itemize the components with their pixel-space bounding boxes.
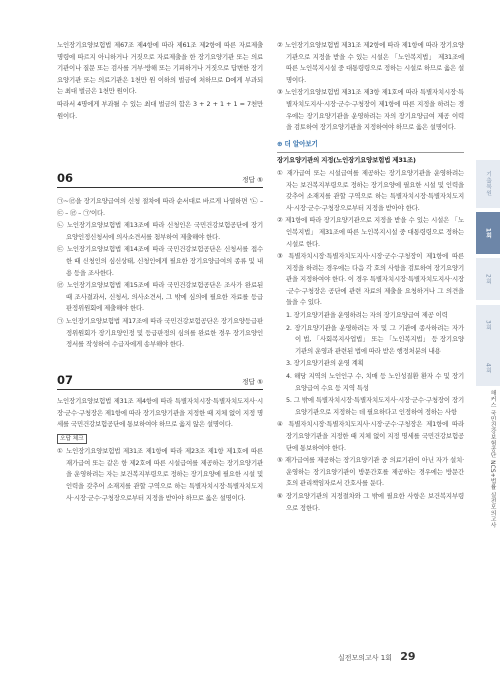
- more-info-subitem: 4. 해당 지역의 노인인구 수, 치매 등 노인성질환 환자 수 및 장기요양급여 수요 등 지역 특성: [286, 372, 464, 392]
- q05-conclusion: 따라서 4명에게 부과될 수 있는 최대 벌금의 합은 3 + 2 + 1 + 1 = 7천만 원이다.: [57, 99, 263, 120]
- q07-option: ② 노인장기요양보험법 제31조 제2항에 따라 제1항에 따라 장기요양기관으로 지정을 받을 수 있는 시설은 「노인복지법」 제31조에 따른 노인복지시설 중 대통령령으로 정하는 시설로 하므로 옳은 설명이다.: [277, 41, 464, 84]
- q06-header: [57, 170, 263, 188]
- page-footer: [338, 650, 416, 663]
- wrong-check-label: 오답 체크: [57, 434, 87, 445]
- more-info-subitem: 2. 장기요양기관을 운영하려는 자 및 그 기관에 종사하려는 자가 이 법, 「사회복지사업법」 또는 「노인복지법」 등 장기요양기관의 운영과 관련된 법에 따라 받은 행정처분의 내용: [286, 323, 464, 355]
- q06-item: ㉣ 노인장기요양보험법 제15조에 따라 국민건강보험공단은 조사가 완료된 때 조사결과서, 신청서, 의사소견서, 그 밖에 심의에 필요한 자료를 등급판정위원회에 제출해야 한다.: [57, 281, 263, 313]
- q06-item: ㉢ 노인장기요양보험법 제14조에 따라 국민건강보험공단은 신청서를 접수한 때 신청인의 심신상태, 신청인에게 필요한 장기요양급여의 종류 및 내용 등을 조사한다.: [57, 245, 263, 277]
- q07-answer: 정답 ⑤: [242, 378, 263, 386]
- side-tab-round-3[interactable]: 3회: [476, 305, 500, 345]
- q07-option: ③ 노인장기요양보험법 제31조 제3항 제1호에 따라 특별자치시장·특별자치도지사·시장·군수·구청장이 제1항에 따른 지정을 하려는 경우에는 장기요양기관을 운영하려는 자의 장기요양급여 제공 이력을 검토하여 장기요양기관을 지정하여야 하므로 옳은 설명이다.: [277, 88, 464, 132]
- q06-intro: ㉠~㉣을 장기요양급여의 신청 절차에 따라 순서대로 바르게 나열하면 '㉡ – ㉢ – ㉣ – ㉠'이다.: [57, 197, 263, 217]
- q07-header: [57, 372, 263, 390]
- q05-tail: [57, 40, 263, 123]
- more-info-item: ⑥ 장기요양기관의 지정절차와 그 밖에 필요한 사항은 보건복지부령으로 정한다.: [277, 491, 464, 512]
- q05-paragraph: 노인장기요양보험법 제67조 제4항에 따라 제61조 제2항에 따른 자료제출 명령에 따르지 아니하거나 거짓으로 자료제출을 한 장기요양기관 또는 의료기관이나 질문 또는 검사를 거부·방해 또는 기피하거나 거짓으로 답변한 장기요양기관 또는 의료기관은 1천만 원 이하의 벌금에 처하므로 D에게 부과되는 최대 벌금은 1천만 원이다.: [57, 41, 263, 96]
- q06-body: [57, 196, 263, 352]
- right-column: [277, 40, 464, 515]
- more-info-item: ② 제1항에 따라 장기요양기관으로 지정을 받을 수 있는 시설은 「노인복지법」 제31조에 따른 노인복지시설 중 대통령령으로 정하는 시설로 한다.: [277, 216, 464, 248]
- more-info-item: ⑤ 재가급여를 제공하는 장기요양기관 중 의료기관이 아닌 자가 설치·운영하는 장기요양기관이 방문간호를 제공하는 경우에는 방문간호의 관리책임자로서 간호사를 둔다.: [277, 456, 464, 488]
- q06-item: ㉡ 노인장기요양보험법 제13조에 따라 신청인은 국민건강보험공단에 장기요양인정신청서에 의사소견서를 첨부하여 제출해야 한다.: [57, 221, 263, 241]
- side-tab-round-2[interactable]: 2회: [476, 258, 500, 300]
- more-info-subitem: 3. 장기요양기관의 운영 계획: [286, 359, 364, 368]
- q06-number: 06: [57, 171, 74, 185]
- side-tab-round-4[interactable]: 4회: [476, 350, 500, 386]
- more-info-title: 장기요양기관의 지정(노인장기요양보험법 제31조): [277, 152, 464, 167]
- info-icon: ⊕: [277, 139, 283, 148]
- side-tab-past-exam[interactable]: 기출복원: [476, 160, 500, 208]
- more-info-item: ③ 특별자치시장·특별자치도지사·시장·군수·구청장이 제1항에 따른 지정을 하려는 경우에는 다음 각 호의 사항을 검토하여 장기요양기관을 지정하여야 한다. 이 경우 특별자치시장·특별자치도지사·시장·군수·구청장은 공단에 관련 자료의 제출을 요청하거나 그 의견을 들을 수 있다.: [277, 252, 464, 307]
- more-info-subitem: 1. 장기요양기관을 운영하려는 자의 장기요양급여 제공 이력: [286, 311, 448, 320]
- side-book-title: 해커스 국민건강보험공단 NCS+법률 실전모의고사: [489, 390, 495, 528]
- q07-number: 07: [57, 373, 74, 387]
- more-info-subitem: 5. 그 밖에 특별자치시장·특별자치도지사·시장·군수·구청장이 장기요양기관으로 지정하는 데 필요하다고 인정하여 정하는 사항: [286, 396, 464, 416]
- q07-option: ① 노인장기요양보험법 제31조 제1항에 따라 제23조 제1항 제1호에 따른 재가급여 또는 같은 항 제2호에 따른 시설급여를 제공하는 장기요양기관을 운영하려는 자는 보건복지부령으로 정하는 장기요양에 필요한 시설 및 인력을 갖추어 소재지를 관할 구역으로 하는 특별자치시장·특별자치도지사·시장·군수·구청장으로부터 지정을 받아야 하므로 옳은 설명이다.: [57, 447, 263, 502]
- q06-item: ㉠ 노인장기요양보험법 제17조에 따라 국민건강보험공단은 장기요양등급판정위원회가 장기요양인정 및 등급판정의 심의를 완료한 경우 장기요양인정서를 작성하여 수급자에게 송부해야 한다.: [57, 316, 263, 349]
- footer-label: 실전모의고사 1회: [338, 654, 393, 662]
- q07-body: [57, 396, 263, 505]
- side-tab-round-1[interactable]: 1회: [476, 212, 500, 254]
- page-number: 29: [400, 650, 416, 663]
- more-info-label: 더 알아보기: [284, 139, 318, 148]
- more-info-item: ① 재가급여 또는 시설급여를 제공하는 장기요양기관을 운영하려는 자는 보건복지부령으로 정하는 장기요양에 필요한 시설 및 인력을 갖추어 소재지를 관할 구역으로 하는 특별자치시장·특별자치도지사·시장·군수·구청장으로부터 지정을 받아야 한다.: [277, 168, 464, 212]
- more-info-item: ④ 특별자치시장·특별자치도지사·시장·군수·구청장은 제1항에 따라 장기요양기관을 지정한 때 지체 없이 지정 명세를 국민건강보험공단에 통보하여야 한다.: [277, 420, 464, 452]
- q06-answer: 정답 ⑤: [242, 176, 263, 184]
- more-info-heading: [277, 139, 464, 151]
- q07-intro: 노인장기요양보험법 제31조 제4항에 따라 특별자치시장·특별자치도지사·시장·군수·구청장은 제1항에 따라 장기요양기관을 지정한 때 지체 없이 지정 명세를 국민건강보험공단에 통보하여야 하므로 옳지 않은 설명이다.: [57, 397, 263, 429]
